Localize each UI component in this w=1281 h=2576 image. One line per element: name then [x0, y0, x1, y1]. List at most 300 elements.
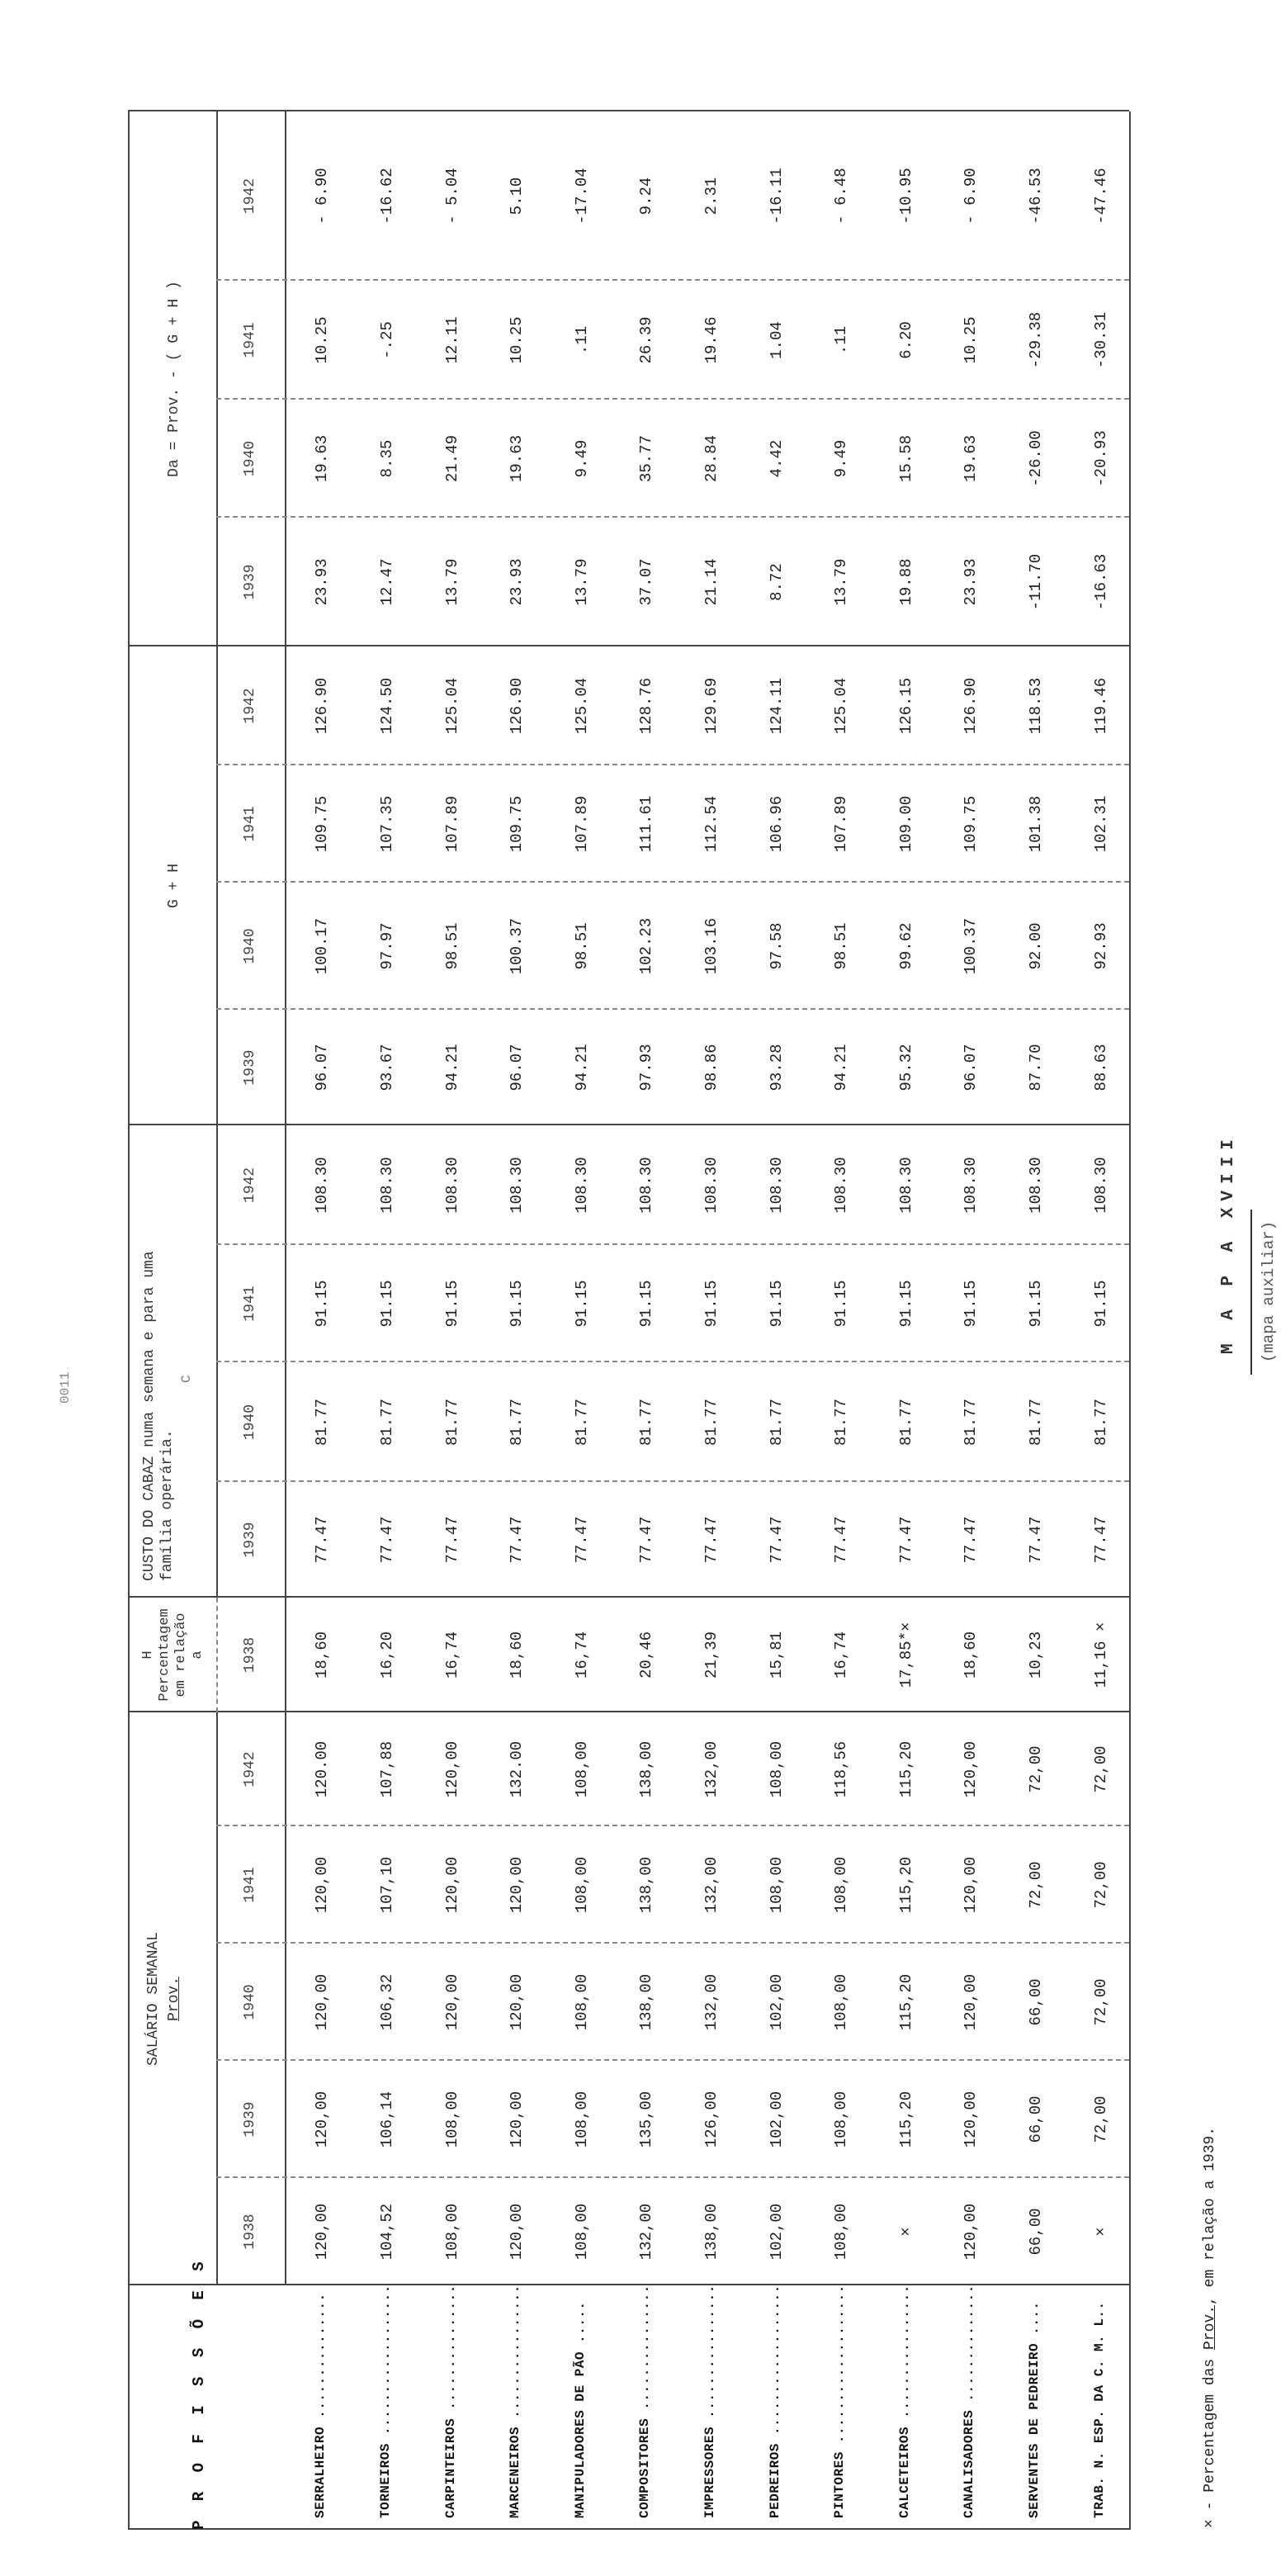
da-cell: 5.10 — [508, 177, 527, 215]
g-plus-h-cell: 112.54 — [702, 795, 721, 853]
salary-cell: 72,00 — [1091, 2095, 1110, 2143]
cabaz-cell: 77.47 — [962, 1516, 981, 1564]
cabaz-cell: 77.47 — [313, 1516, 332, 1564]
g-plus-h-cell: 126.15 — [896, 677, 915, 735]
g-plus-h-cell: 96.07 — [313, 1044, 332, 1091]
da-cell: 10.25 — [962, 316, 981, 364]
salary-cell: 106,32 — [377, 1973, 396, 2031]
da-cell: 28.84 — [702, 435, 721, 483]
da-cell: 19.63 — [508, 435, 527, 483]
header-da: Da = Prov. - ( G + H ) — [166, 281, 182, 477]
da-cell: 15.58 — [896, 435, 915, 483]
year-row-bottom — [285, 111, 286, 2285]
salary-cell: 108,00 — [832, 1856, 851, 1914]
da-cell: 6.20 — [896, 321, 915, 359]
salary-cell: 72,00 — [1026, 1861, 1045, 1909]
g-plus-h-cell: 97.93 — [637, 1044, 656, 1091]
da-cell: 8.72 — [767, 563, 786, 601]
da-cell: 21.14 — [702, 558, 721, 606]
g-plus-h-cell: 97.97 — [377, 922, 396, 970]
year-label: 1939 — [241, 564, 258, 600]
salary-cell: 108,00 — [442, 2091, 461, 2148]
g-plus-h-cell: 109.75 — [313, 795, 332, 853]
g-plus-h-cell: 126.90 — [508, 677, 527, 735]
salary-cell: 108,00 — [767, 1740, 786, 1798]
salary-cell: 108,00 — [572, 1740, 591, 1798]
salary-cell: 118,56 — [832, 1740, 851, 1798]
salary-cell: 115,20 — [896, 1740, 915, 1798]
salary-cell: 66,00 — [1026, 2095, 1045, 2143]
g-plus-h-cell: 97.58 — [767, 922, 786, 970]
percentage-cell: 16,74 — [572, 1631, 591, 1679]
da-cell: 10.25 — [508, 316, 527, 364]
salary-cell: 120,00 — [962, 2091, 981, 2148]
percentage-cell: 18,60 — [313, 1631, 332, 1679]
cabaz-cell: 91.15 — [442, 1280, 461, 1328]
year-column-divider — [216, 398, 1129, 400]
percentage-cell: 17,85*× — [896, 1622, 915, 1688]
salary-cell: 135,00 — [637, 2091, 656, 2148]
year-column-divider — [216, 1825, 1129, 1826]
g-plus-h-cell: 95.32 — [896, 1044, 915, 1091]
g-plus-h-cell: 107.89 — [442, 795, 461, 853]
salary-cell: 66,00 — [1026, 2208, 1045, 2256]
g-plus-h-cell: 109.75 — [962, 795, 981, 853]
da-cell: 19.88 — [896, 558, 915, 606]
cabaz-cell: 91.15 — [1091, 1280, 1110, 1328]
header-h-3: em relação — [173, 1612, 189, 1698]
g-plus-h-cell: 100.37 — [962, 917, 981, 975]
g-plus-h-cell: 129.69 — [702, 677, 721, 735]
salary-cell: 107,88 — [377, 1740, 396, 1798]
cabaz-cell: 77.47 — [572, 1516, 591, 1564]
salary-cell: 138,00 — [702, 2203, 721, 2261]
g-plus-h-cell: 94.21 — [832, 1044, 851, 1091]
da-cell: - 6.90 — [962, 168, 981, 225]
cabaz-cell: 81.77 — [508, 1399, 527, 1447]
cabaz-cell: 81.77 — [1026, 1399, 1045, 1447]
da-cell: 26.39 — [637, 316, 656, 364]
percentage-cell: 15,81 — [767, 1631, 786, 1679]
salary-cell: 108,00 — [572, 2203, 591, 2261]
g-plus-h-cell: 99.62 — [896, 922, 915, 970]
da-cell: 19.63 — [313, 435, 332, 483]
cabaz-cell: 91.15 — [637, 1280, 656, 1328]
salary-cell: 108,00 — [572, 1856, 591, 1914]
da-cell: 2.31 — [702, 177, 721, 215]
salary-cell: 138,00 — [637, 1973, 656, 2031]
g-plus-h-cell: 107.89 — [832, 795, 851, 853]
salary-cell: 138,00 — [637, 1856, 656, 1914]
map-subtitle: (mapa auxiliar) — [1260, 1220, 1278, 1362]
da-cell: -16.11 — [767, 168, 786, 225]
year-label: 1940 — [241, 1404, 258, 1441]
cabaz-cell: 91.15 — [767, 1280, 786, 1328]
salary-cell: 102,00 — [767, 2203, 786, 2261]
percentage-cell: 16,74 — [832, 1631, 851, 1679]
da-cell: -26.00 — [1026, 430, 1045, 487]
g-plus-h-cell: 94.21 — [572, 1044, 591, 1091]
header-cabaz-mark: C — [179, 1375, 194, 1383]
year-label: 1940 — [241, 1984, 258, 2020]
da-cell: -10.95 — [896, 168, 915, 225]
profession-name: CALCETEIROS ................ — [896, 2285, 912, 2518]
salary-cell: 138,00 — [637, 1740, 656, 1798]
percentage-cell: 21,39 — [702, 1631, 721, 1679]
profession-name: IMPRESSORES ................ — [702, 2285, 717, 2518]
year-column-divider — [216, 1942, 1129, 1944]
cabaz-cell: 108.30 — [508, 1157, 527, 1214]
da-cell: .11 — [572, 325, 591, 355]
g-plus-h-cell: 126.90 — [962, 677, 981, 735]
salary-cell: 72,00 — [1091, 1861, 1110, 1909]
da-cell: -16.63 — [1091, 553, 1110, 611]
profession-name: MANIPULADORES DE PÃO ..... — [572, 2301, 588, 2518]
cabaz-cell: 81.77 — [572, 1399, 591, 1447]
year-label: 1939 — [241, 1522, 258, 1558]
header-salary: SALÁRIO SEMANAL — [145, 1931, 162, 2067]
da-cell: 19.63 — [962, 435, 981, 483]
g-plus-h-cell: 93.67 — [377, 1044, 396, 1091]
da-cell: 10.25 — [313, 316, 332, 364]
year-column-divider — [216, 516, 1129, 518]
g-plus-h-cell: 98.51 — [572, 922, 591, 970]
salary-cell: 120,00 — [508, 1973, 527, 2031]
salary-cell: 108,00 — [572, 1973, 591, 2031]
g-plus-h-cell: 103.16 — [702, 917, 721, 975]
footnote — [1202, 2127, 1218, 2528]
g-plus-h-cell: 118.53 — [1026, 677, 1045, 735]
cabaz-cell: 81.77 — [442, 1399, 461, 1447]
da-cell: - 6.48 — [832, 168, 851, 225]
salary-cell: 126,00 — [702, 2091, 721, 2148]
salary-cell: 102,00 — [767, 1973, 786, 2031]
salary-cell: 120.00 — [313, 1740, 332, 1798]
da-cell: -20.93 — [1091, 430, 1110, 487]
g-plus-h-cell: 124.50 — [377, 677, 396, 735]
cabaz-cell: 77.47 — [377, 1516, 396, 1564]
salary-cell: 120,00 — [313, 1856, 332, 1914]
salary-cell: 108,00 — [572, 2091, 591, 2148]
salary-cell: 120,00 — [962, 2203, 981, 2261]
cabaz-cell: 81.77 — [832, 1399, 851, 1447]
year-column-divider — [216, 2176, 1129, 2178]
cabaz-cell: 77.47 — [442, 1516, 461, 1564]
salary-cell: 120,00 — [313, 2091, 332, 2148]
cabaz-cell: 91.15 — [572, 1280, 591, 1328]
cabaz-cell: 91.15 — [508, 1280, 527, 1328]
cabaz-cell: 108.30 — [702, 1157, 721, 1214]
year-label: 1938 — [241, 1636, 258, 1674]
cabaz-cell: 81.77 — [896, 1399, 915, 1447]
g-plus-h-cell: 125.04 — [442, 677, 461, 735]
salary-cell: 107,10 — [377, 1856, 396, 1914]
g-plus-h-cell: 109.00 — [896, 795, 915, 853]
profession-name: SERRALHEIRO ............... — [313, 2293, 329, 2518]
g-plus-h-cell: 126.90 — [313, 677, 332, 735]
year-column-divider — [216, 2059, 1129, 2061]
percentage-cell: 16,74 — [442, 1631, 461, 1679]
header-h-1: H — [140, 1650, 156, 1660]
da-cell: 21.49 — [442, 435, 461, 483]
cabaz-cell: 91.15 — [377, 1280, 396, 1328]
g-plus-h-cell: 92.93 — [1091, 922, 1110, 970]
cabaz-cell: 77.47 — [767, 1516, 786, 1564]
year-label: 1939 — [241, 2101, 258, 2138]
percentage-cell: 20,46 — [637, 1631, 656, 1679]
salary-year-row-top — [216, 1712, 218, 2285]
cabaz-cell: 108.30 — [832, 1157, 851, 1214]
cabaz-cell: 91.15 — [962, 1280, 981, 1328]
year-label: 1941 — [241, 322, 258, 358]
salary-cell: 120,00 — [313, 1973, 332, 2031]
g-plus-h-cell: 93.28 — [767, 1044, 786, 1091]
cabaz-cell: 108.30 — [896, 1157, 915, 1214]
salary-cell: 132.00 — [508, 1740, 527, 1798]
da-cell: 8.35 — [377, 439, 396, 478]
year-label: 1942 — [241, 688, 258, 724]
da-cell: 13.79 — [442, 558, 461, 606]
salary-cell: 120,00 — [962, 1856, 981, 1914]
g-plus-h-cell: 107.35 — [377, 795, 396, 853]
footnote-link: Prov. — [1202, 2304, 1218, 2350]
year-column-divider — [216, 881, 1129, 883]
cabaz-cell: 77.47 — [1026, 1516, 1045, 1564]
percentage-cell: 16,20 — [377, 1631, 396, 1679]
da-cell: 37.07 — [637, 558, 656, 606]
salary-cell: 120,00 — [962, 1740, 981, 1798]
da-cell: 4.42 — [767, 439, 786, 478]
footnote-suffix: , em relação a 1939. — [1202, 2126, 1218, 2305]
year-column-divider — [216, 764, 1129, 765]
year-label: 1941 — [241, 1867, 258, 1903]
profession-name: PINTORES ................... — [832, 2285, 848, 2518]
salary-cell: 132,00 — [637, 2203, 656, 2261]
salary-cell: 120,00 — [508, 2203, 527, 2261]
year-column-divider — [216, 1361, 1129, 1362]
salary-cell: 72,00 — [1091, 1745, 1110, 1793]
salary-cell: 120,00 — [442, 1973, 461, 2031]
table-bottom-border — [1129, 111, 1131, 2530]
g-plus-h-cell: 88.63 — [1091, 1044, 1110, 1091]
g-plus-h-cell: 98.51 — [442, 922, 461, 970]
header-professions: P R O F I S S Õ E S — [190, 2256, 208, 2530]
da-cell: 13.79 — [572, 558, 591, 606]
header-h-2: Percentagem — [157, 1608, 173, 1702]
da-cell: - 6.90 — [313, 168, 332, 225]
cabaz-cell: 81.77 — [1091, 1399, 1110, 1447]
g-plus-h-cell: 87.70 — [1026, 1044, 1045, 1091]
cabaz-cell: 108.30 — [637, 1157, 656, 1214]
footnote-prefix: × - Percentagem das — [1202, 2349, 1218, 2528]
cabaz-cell: 108.30 — [1026, 1157, 1045, 1214]
year-label: 1940 — [241, 928, 258, 964]
da-cell: -47.46 — [1091, 168, 1110, 225]
salary-cell: 132,00 — [702, 1740, 721, 1798]
salary-cell: 66,00 — [1026, 1978, 1045, 2026]
year-label: 1942 — [241, 178, 258, 215]
cabaz-cell: 108.30 — [313, 1157, 332, 1214]
da-cell: -.25 — [377, 321, 396, 359]
da-cell: 9.49 — [832, 439, 851, 478]
h-year-row-top — [216, 1598, 218, 1712]
profession-name: TORNEIROS .................. — [377, 2285, 393, 2518]
g-plus-h-cell: 94.21 — [442, 1044, 461, 1091]
year-label: 1941 — [241, 1286, 258, 1322]
header-g-plus-h: G + H — [166, 864, 182, 909]
salary-cell: 72,00 — [1091, 1978, 1110, 2026]
cabaz-cell: 77.47 — [832, 1516, 851, 1564]
table-left-border — [128, 2528, 1129, 2530]
da-cell: -17.04 — [572, 168, 591, 225]
g-plus-h-cell: 124.11 — [767, 677, 786, 735]
g-plus-h-cell: 125.04 — [572, 677, 591, 735]
cabaz-cell: 108.30 — [962, 1157, 981, 1214]
cabaz-cell: 108.30 — [377, 1157, 396, 1214]
g-plus-h-cell: 107.89 — [572, 795, 591, 853]
salary-cell: 106,14 — [377, 2091, 396, 2148]
da-cell: .11 — [832, 325, 851, 355]
percentage-cell: 18,60 — [962, 1631, 981, 1679]
cabaz-cell: 108.30 — [767, 1157, 786, 1214]
year-label: 1941 — [241, 806, 258, 842]
salary-cell: 120,00 — [508, 2091, 527, 2148]
salary-cell: × — [1091, 2227, 1110, 2237]
salary-cell: 108,00 — [832, 2203, 851, 2261]
percentage-cell: 18,60 — [508, 1631, 527, 1679]
da-cell: -46.53 — [1026, 168, 1045, 225]
da-cell: 12.11 — [442, 316, 461, 364]
da-cell: 23.93 — [313, 558, 332, 606]
da-cell: 23.93 — [508, 558, 527, 606]
salary-cell: × — [896, 2227, 915, 2237]
salary-cell: 72,00 — [1026, 1745, 1045, 1793]
g-plus-h-cell: 100.37 — [508, 917, 527, 975]
da-cell: 9.24 — [637, 177, 656, 215]
year-label: 1942 — [241, 1751, 258, 1788]
da-cell: -29.38 — [1026, 311, 1045, 369]
g-plus-h-cell: 98.86 — [702, 1044, 721, 1091]
header-cabaz-2: família operária. — [159, 1429, 176, 1581]
cabaz-cell: 81.77 — [962, 1399, 981, 1447]
year-label: 1940 — [241, 440, 258, 477]
da-cell: -11.70 — [1026, 553, 1045, 611]
cabaz-cell: 77.47 — [637, 1516, 656, 1564]
g-plus-h-cell: 125.04 — [832, 677, 851, 735]
year-row-top — [216, 111, 218, 1598]
percentage-cell: 10,23 — [1026, 1631, 1045, 1679]
da-cell: 19.46 — [702, 316, 721, 364]
year-label: 1942 — [241, 1167, 258, 1204]
title-underline — [1250, 1210, 1252, 1375]
g-plus-h-cell: 96.07 — [508, 1044, 527, 1091]
da-cell: 9.49 — [572, 439, 591, 478]
profession-name: CANALISADORES .............. — [962, 2285, 977, 2518]
table-top-border — [128, 111, 130, 2530]
profession-name: PEDREIROS .................. — [767, 2285, 782, 2518]
map-title: M A P A XVIII — [1219, 1133, 1238, 1354]
year-column-divider — [216, 1243, 1129, 1245]
header-cabaz: CUSTO DO CABAZ numa semana e para uma — [141, 1251, 158, 1581]
salary-cell: 108,00 — [442, 2203, 461, 2261]
percentage-cell: 11,16 × — [1091, 1622, 1110, 1688]
g-plus-h-cell: 100.17 — [313, 917, 332, 975]
salary-cell: 102,00 — [767, 2091, 786, 2148]
g-plus-h-cell: 92.00 — [1026, 922, 1045, 970]
g-plus-h-cell: 102.31 — [1091, 795, 1110, 853]
cabaz-cell: 91.15 — [1026, 1280, 1045, 1328]
g-plus-h-cell: 109.75 — [508, 795, 527, 853]
g-plus-h-cell: 98.51 — [832, 922, 851, 970]
g-plus-h-cell: 106.96 — [767, 795, 786, 853]
cabaz-cell: 81.77 — [313, 1399, 332, 1447]
salary-cell: 115,20 — [896, 1856, 915, 1914]
cabaz-cell: 81.77 — [767, 1399, 786, 1447]
header-salary-prov: Prov. — [166, 1977, 182, 2022]
cabaz-cell: 108.30 — [442, 1157, 461, 1214]
salary-cell: 120,00 — [313, 2203, 332, 2261]
cabaz-cell: 77.47 — [508, 1516, 527, 1564]
g-plus-h-cell: 101.38 — [1026, 795, 1045, 853]
year-label: 1939 — [241, 1049, 258, 1086]
salary-cell: 115,20 — [896, 2091, 915, 2148]
cabaz-cell: 77.47 — [896, 1516, 915, 1564]
da-cell: -16.62 — [377, 168, 396, 225]
profession-name: TRAB. N. ESP. DA C. M. L.. — [1091, 2301, 1107, 2518]
da-cell: -30.31 — [1091, 311, 1110, 369]
g-plus-h-cell: 102.23 — [637, 917, 656, 975]
salary-cell: 115,20 — [896, 1973, 915, 2031]
da-cell: - 5.04 — [442, 168, 461, 225]
salary-cell: 104,52 — [377, 2203, 396, 2261]
profession-name: COMPOSITORES ............... — [637, 2285, 653, 2518]
g-plus-h-cell: 119.46 — [1091, 677, 1110, 735]
year-label: 1938 — [241, 2214, 258, 2250]
g-plus-h-cell: 96.07 — [962, 1044, 981, 1091]
cabaz-cell: 108.30 — [572, 1157, 591, 1214]
da-cell: 12.47 — [377, 558, 396, 606]
salary-cell: 132,00 — [702, 1856, 721, 1914]
da-cell: 23.93 — [962, 558, 981, 606]
cabaz-cell: 77.47 — [702, 1516, 721, 1564]
cabaz-cell: 108.30 — [1091, 1157, 1110, 1214]
salary-cell: 120,00 — [442, 1740, 461, 1798]
cabaz-cell: 81.77 — [702, 1399, 721, 1447]
salary-cell: 108,00 — [832, 2091, 851, 2148]
g-plus-h-cell: 111.61 — [637, 795, 656, 853]
header-h-4: a — [190, 1650, 206, 1660]
salary-cell: 120,00 — [962, 1973, 981, 2031]
profession-name: MARCENEIROS ................ — [508, 2285, 523, 2518]
cabaz-cell: 91.15 — [313, 1280, 332, 1328]
cabaz-cell: 81.77 — [637, 1399, 656, 1447]
year-column-divider — [216, 1480, 1129, 1482]
da-cell: 1.04 — [767, 321, 786, 359]
g-plus-h-cell: 128.76 — [637, 677, 656, 735]
year-column-divider — [216, 279, 1129, 281]
salary-cell: 120,00 — [508, 1856, 527, 1914]
cabaz-cell: 81.77 — [377, 1399, 396, 1447]
salary-cell: 120,00 — [442, 1856, 461, 1914]
cabaz-cell: 77.47 — [1091, 1516, 1110, 1564]
margin-mark: 0011 — [58, 1371, 73, 1404]
cabaz-cell: 91.15 — [832, 1280, 851, 1328]
da-cell: 13.79 — [832, 558, 851, 606]
da-cell: 35.77 — [637, 435, 656, 483]
profession-name: SERVENTES DE PEDREIRO .... — [1026, 2301, 1042, 2518]
profession-name: CARPINTEIROS ............... — [442, 2285, 458, 2518]
cabaz-cell: 91.15 — [702, 1280, 721, 1328]
